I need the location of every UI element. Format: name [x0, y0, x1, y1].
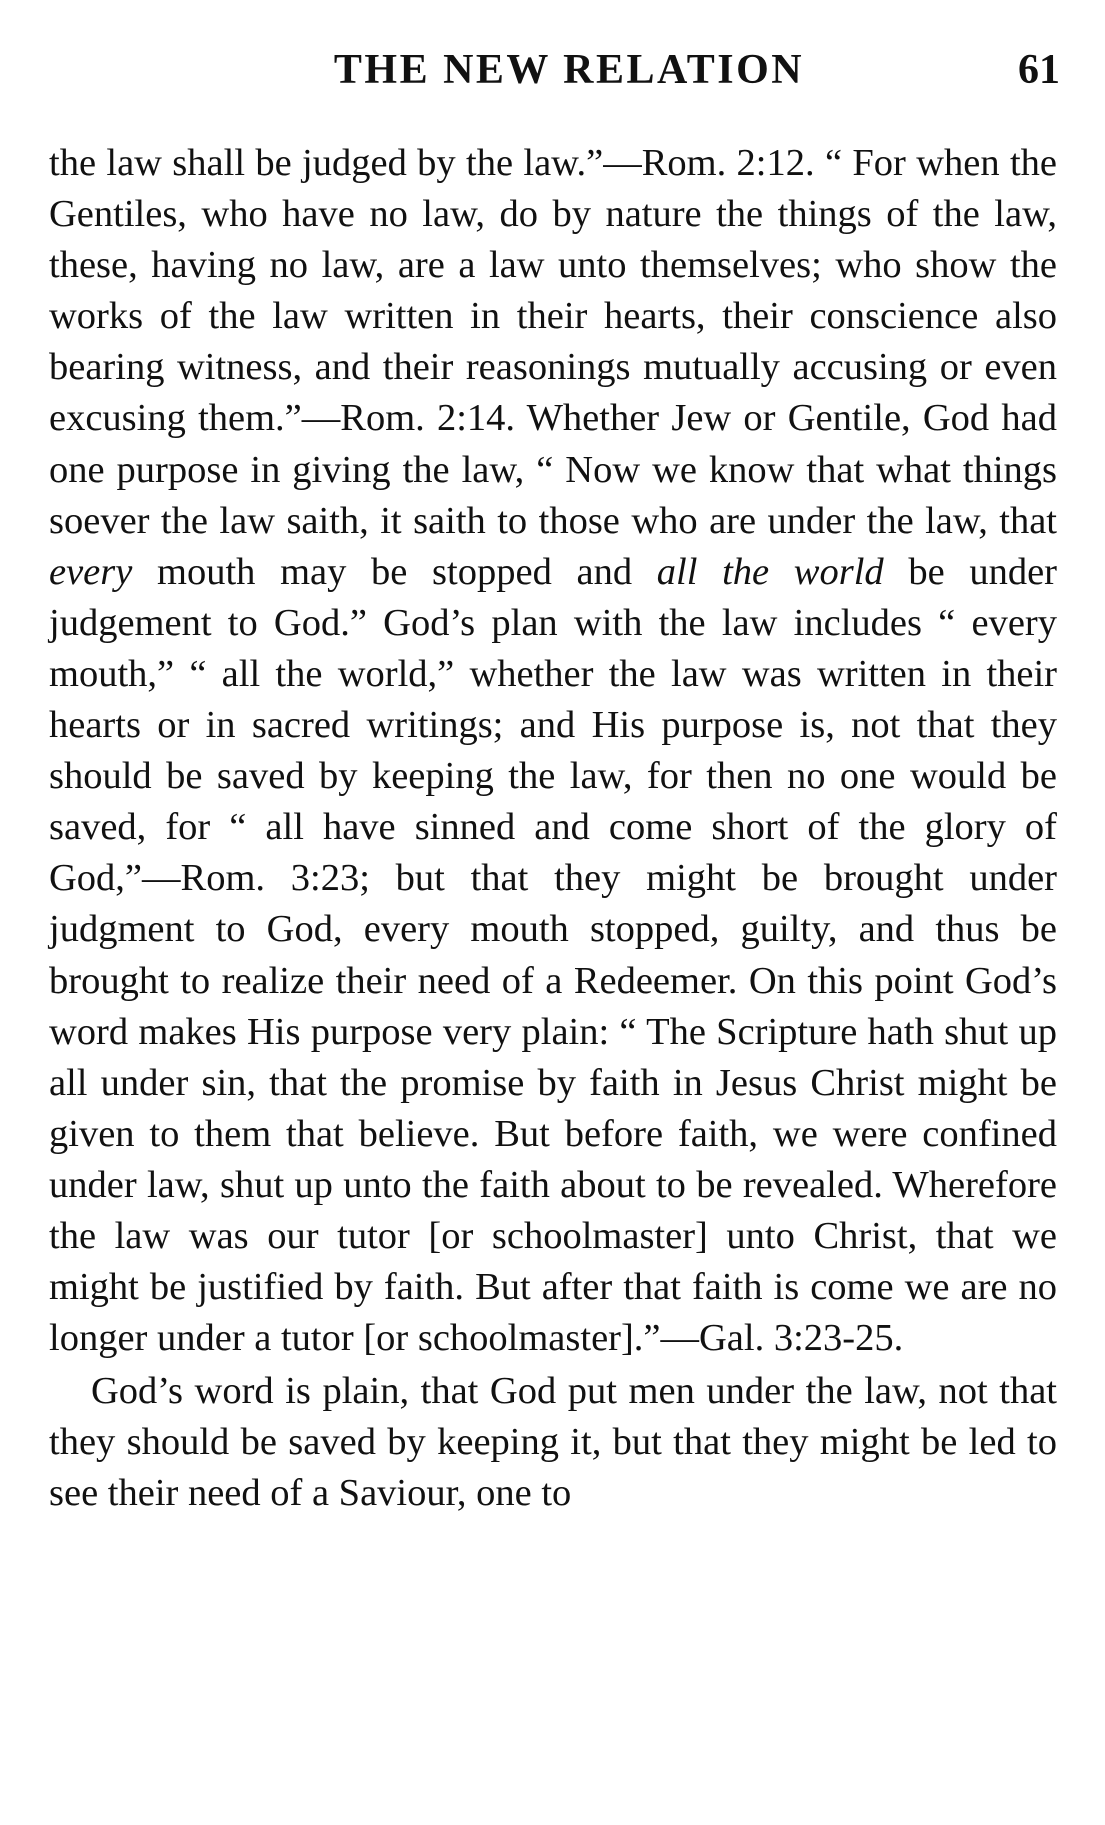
text-segment: God’s word is plain, that God put men under the law, not that they should be saved by keeping it, but that they might be led to see their need of a Saviour, one to [49, 1370, 1057, 1515]
paragraph [49, 138, 1057, 1364]
italic-text: all the world [656, 550, 884, 593]
body-text [49, 138, 1057, 1520]
running-head: THE NEW RELATION [333, 47, 805, 93]
italic-text: every [49, 550, 133, 593]
text-segment: be under judgement to God.” God’s plan with the law includes “ every mouth,” “ all the world,” whether the law was written in their hearts or in sacred writings; and His purpose is, not that they should be saved by keeping the law, for then no one would be saved, for “ all have sinned and come short of the glory of God,”—Rom. 3:23; but that they might be brought under judgment to God, every mouth stopped, guilty, and thus be brought to realize their need of a Redeemer. On this point God’s word makes His purpose very plain: “ The Scripture hath shut up all under sin, that the promise by faith in Jesus Christ might be given to them that believe. But before faith, we were confined under law, shut up unto the faith about to be revealed. Wherefore the law was our tutor [or schoolmaster] unto Christ, that we might be justified by faith. But after that faith is come we are no longer under a tutor [or schoolmaster].”—Gal. 3:23-25. [49, 550, 1058, 1360]
page-header [48, 46, 1060, 106]
page-number: 61 [1018, 47, 1060, 93]
text-segment: mouth may be stopped and [132, 550, 657, 593]
text-segment: the law shall be judged by the law.”—Rom. 2:12. “ For when the Gentiles, who have no law, do by nature the things of the law, these, having no law, are a law unto themselves; who show the works of the law written in their hearts, their conscience also bearing witness, and their reasonings mutually accusing or even excusing them.”—Rom. 2:14. Whether Jew or Gentile, God had one purpose in giving the law, “ Now we know that what things soever the law saith, it saith to those who are under the law, that [49, 142, 1057, 542]
paragraph [49, 1366, 1057, 1519]
